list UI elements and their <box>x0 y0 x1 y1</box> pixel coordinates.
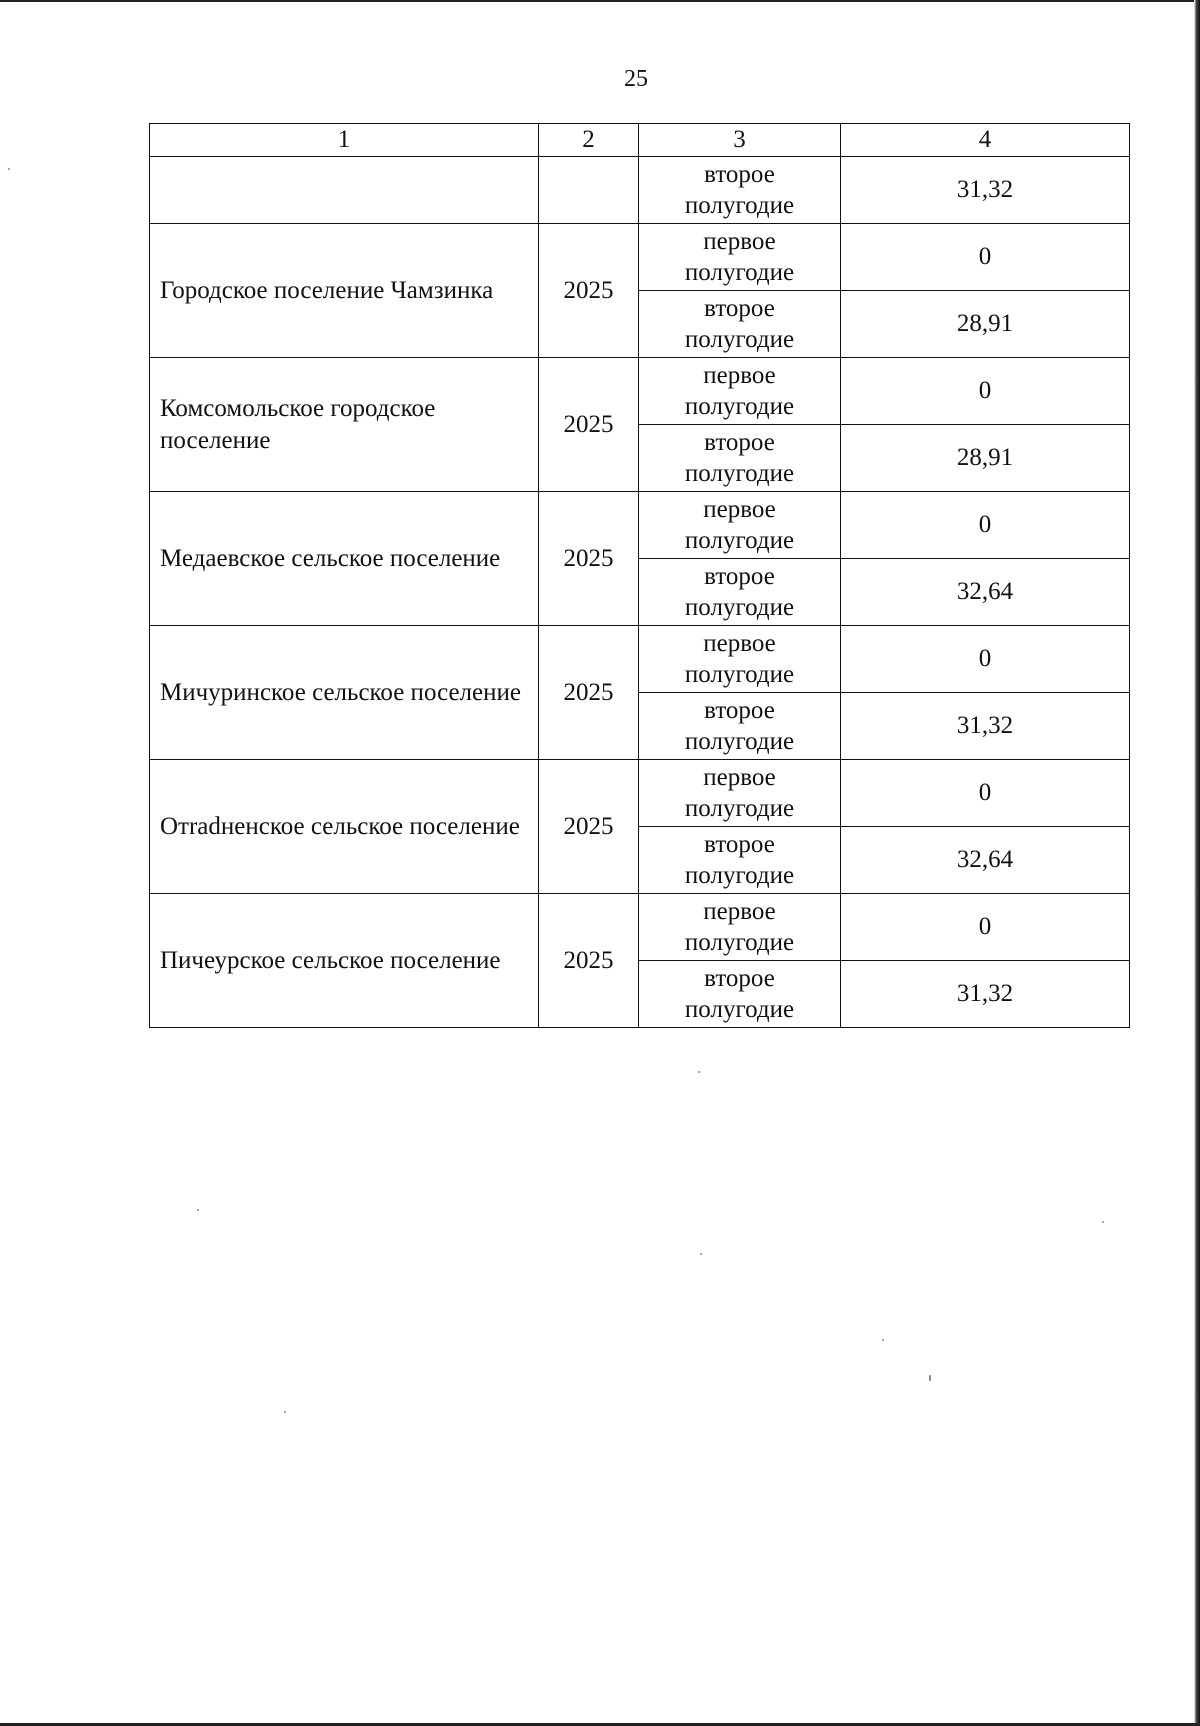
page-number: 25 <box>624 66 648 92</box>
value-cell: 31,32 <box>841 693 1130 760</box>
value-cell: 28,91 <box>841 291 1130 358</box>
scan-speck <box>8 168 10 170</box>
column-header-4: 4 <box>841 124 1130 157</box>
scan-speck <box>284 1411 286 1413</box>
table-row <box>150 626 1130 693</box>
value-cell: 32,64 <box>841 827 1130 894</box>
scan-speck <box>197 1209 199 1211</box>
settlement-cell: Городское поселение Чамзинка <box>150 224 539 358</box>
column-header-3: 3 <box>639 124 841 157</box>
period-cell: второе полугодие <box>639 425 841 492</box>
period-cell: первое полугодие <box>639 894 841 961</box>
settlement-cell: Пичеурское сельское поселение <box>150 894 539 1028</box>
scan-speck <box>698 1071 700 1073</box>
period-cell: второе полугодие <box>639 693 841 760</box>
scan-speck <box>929 1375 931 1381</box>
period-cell: первое полугодие <box>639 626 841 693</box>
value-cell: 31,32 <box>841 157 1130 224</box>
table-row <box>150 760 1130 827</box>
settlement-cell: Мичуринское сельское поселение <box>150 626 539 760</box>
table-row <box>150 224 1130 291</box>
period-cell: первое полугодие <box>639 224 841 291</box>
scan-edge-right <box>1194 0 1200 1726</box>
period-cell: первое полугодие <box>639 492 841 559</box>
settlement-cell: Комсомольское городское поселение <box>150 358 539 492</box>
value-cell: 0 <box>841 626 1130 693</box>
scan-speck <box>700 1253 702 1255</box>
period-cell: второе полугодие <box>639 559 841 626</box>
value-cell: 0 <box>841 492 1130 559</box>
value-cell: 31,32 <box>841 961 1130 1028</box>
period-cell: второе полугодие <box>639 157 841 224</box>
value-cell: 32,64 <box>841 559 1130 626</box>
table-row <box>150 358 1130 425</box>
table-row-continuation <box>150 157 1130 224</box>
table-row <box>150 894 1130 961</box>
column-header-1: 1 <box>150 124 539 157</box>
data-table <box>149 123 1130 1028</box>
scan-edge-top <box>0 0 1200 2</box>
table-row <box>150 492 1130 559</box>
period-cell: первое полугодие <box>639 358 841 425</box>
value-cell: 0 <box>841 224 1130 291</box>
value-cell: 0 <box>841 358 1130 425</box>
period-cell: второе полугодие <box>639 291 841 358</box>
period-cell: второе полугодие <box>639 827 841 894</box>
year-cell: 2025 <box>539 626 639 760</box>
value-cell: 28,91 <box>841 425 1130 492</box>
year-cell: 2025 <box>539 224 639 358</box>
period-cell: первое полугодие <box>639 760 841 827</box>
year-cell: 2025 <box>539 760 639 894</box>
scan-speck <box>1102 1221 1104 1223</box>
value-cell: 0 <box>841 760 1130 827</box>
year-cell: 2025 <box>539 358 639 492</box>
settlement-cell: Отradненское сельское поселение <box>150 760 539 894</box>
value-cell: 0 <box>841 894 1130 961</box>
year-cell: 2025 <box>539 492 639 626</box>
period-cell: второе полугодие <box>639 961 841 1028</box>
year-cell <box>539 157 639 224</box>
settlement-cell <box>150 157 539 224</box>
scan-speck <box>882 1339 884 1341</box>
year-cell: 2025 <box>539 894 639 1028</box>
settlement-cell: Медаевское сельское поселение <box>150 492 539 626</box>
table-header-row <box>150 124 1130 157</box>
column-header-2: 2 <box>539 124 639 157</box>
